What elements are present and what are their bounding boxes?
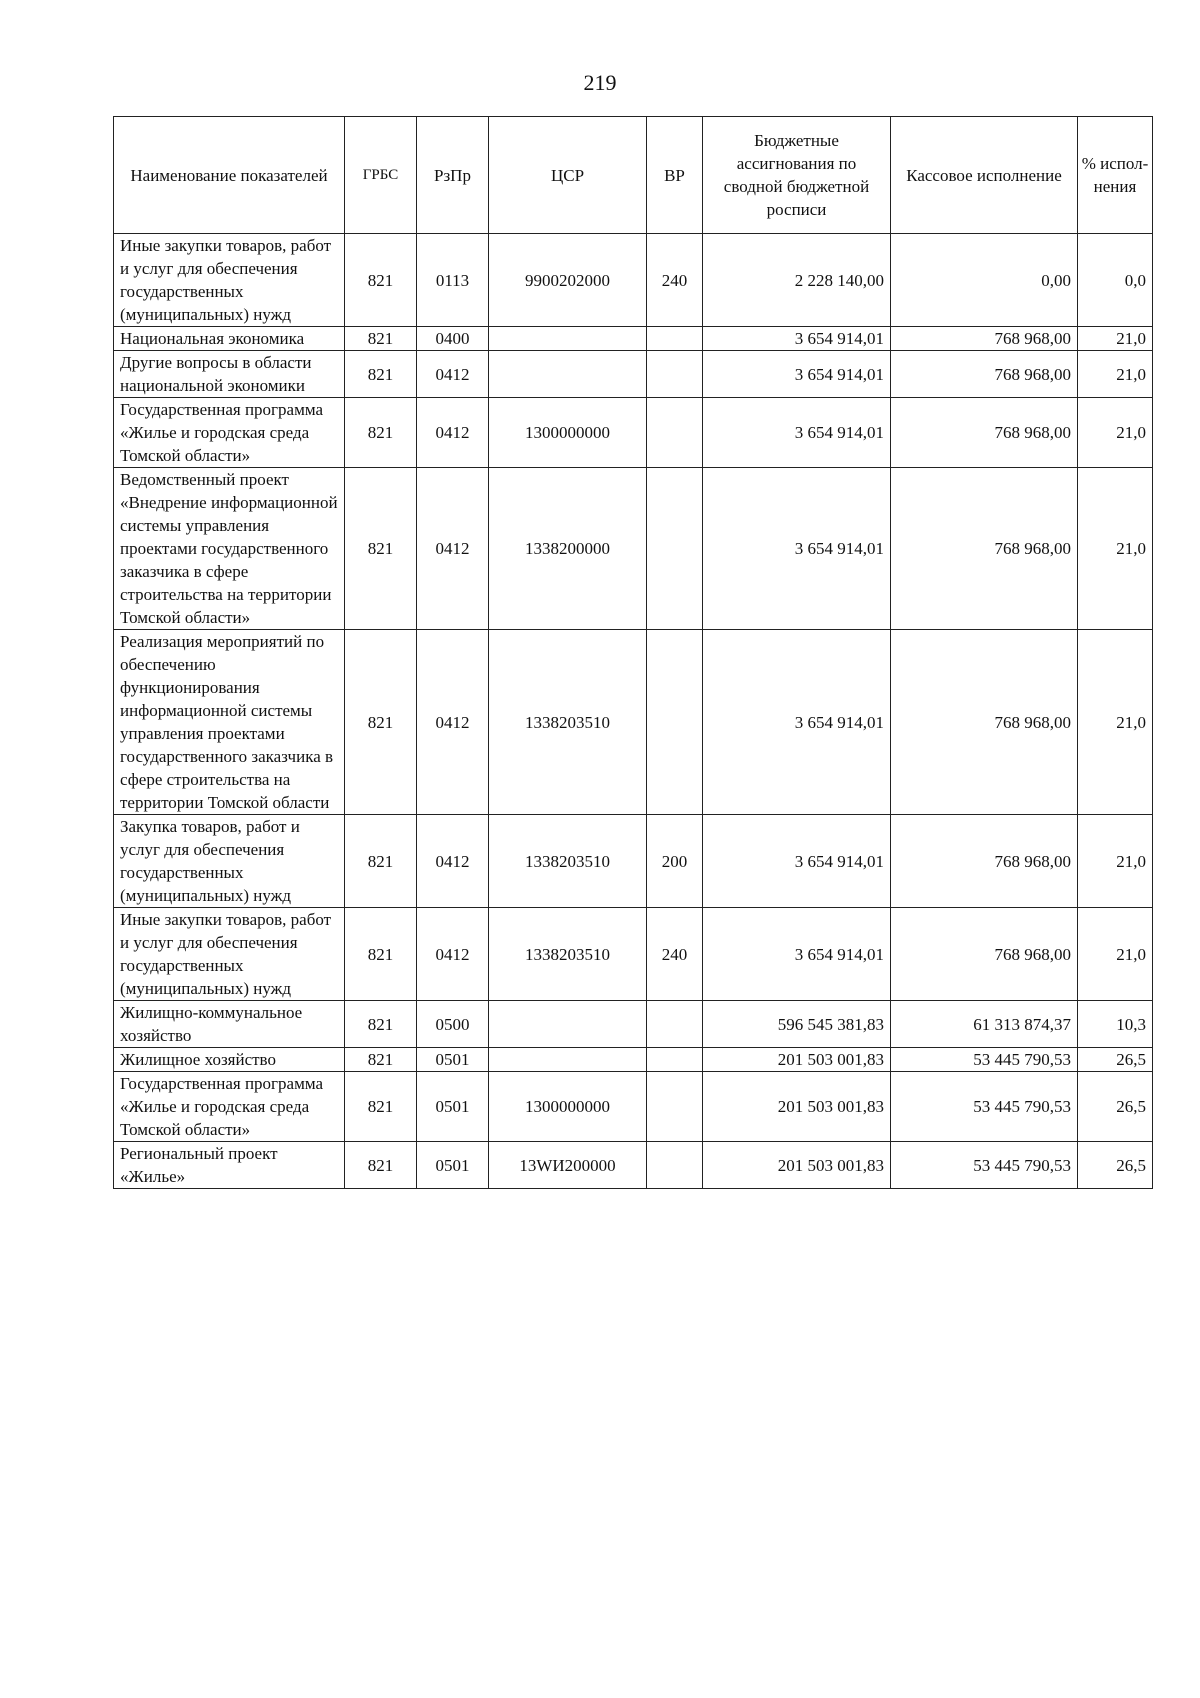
header-vr: ВР <box>647 117 703 234</box>
row-grbs: 821 <box>345 1048 417 1072</box>
row-vr <box>647 398 703 468</box>
table-row <box>114 1072 1153 1142</box>
row-rzpr: 0412 <box>417 351 489 398</box>
table-row <box>114 468 1153 630</box>
budget-execution-table <box>113 116 1153 1189</box>
row-rzpr: 0412 <box>417 630 489 815</box>
row-budget: 3 654 914,01 <box>703 468 891 630</box>
row-grbs: 821 <box>345 234 417 327</box>
row-cash: 53 445 790,53 <box>891 1048 1078 1072</box>
header-name: Наименование показателей <box>114 117 345 234</box>
table-row <box>114 351 1153 398</box>
table-row <box>114 908 1153 1001</box>
row-percent: 21,0 <box>1078 815 1153 908</box>
row-budget: 3 654 914,01 <box>703 351 891 398</box>
row-name: Государственная программа «Жилье и городская среда Томской области» <box>114 1072 345 1142</box>
row-name: Жилищно-коммунальное хозяйство <box>114 1001 345 1048</box>
row-rzpr: 0500 <box>417 1001 489 1048</box>
row-rzpr: 0501 <box>417 1142 489 1189</box>
row-name: Другие вопросы в области национальной экономики <box>114 351 345 398</box>
header-percent: % испол-нения <box>1078 117 1153 234</box>
row-csr <box>489 327 647 351</box>
row-percent: 26,5 <box>1078 1072 1153 1142</box>
row-csr <box>489 1001 647 1048</box>
row-vr <box>647 1142 703 1189</box>
row-cash: 768 968,00 <box>891 630 1078 815</box>
table-row <box>114 398 1153 468</box>
row-grbs: 821 <box>345 1142 417 1189</box>
row-name: Региональный проект «Жилье» <box>114 1142 345 1189</box>
row-rzpr: 0400 <box>417 327 489 351</box>
row-grbs: 821 <box>345 468 417 630</box>
table-row <box>114 234 1153 327</box>
row-cash: 768 968,00 <box>891 351 1078 398</box>
row-percent: 26,5 <box>1078 1142 1153 1189</box>
row-name: Ведомственный проект «Внедрение информационной системы управления проектами государственного заказчика в сфере строительства на территории Томской области» <box>114 468 345 630</box>
row-name: Жилищное хозяйство <box>114 1048 345 1072</box>
row-vr <box>647 1048 703 1072</box>
row-grbs: 821 <box>345 630 417 815</box>
row-percent: 10,3 <box>1078 1001 1153 1048</box>
row-csr: 13WИ200000 <box>489 1142 647 1189</box>
row-csr: 1338203510 <box>489 630 647 815</box>
row-percent: 21,0 <box>1078 630 1153 815</box>
row-rzpr: 0113 <box>417 234 489 327</box>
row-name: Государственная программа «Жилье и городская среда Томской области» <box>114 398 345 468</box>
row-grbs: 821 <box>345 398 417 468</box>
row-name: Иные закупки товаров, работ и услуг для обеспечения государственных (муниципальных) нужд <box>114 908 345 1001</box>
row-grbs: 821 <box>345 815 417 908</box>
row-percent: 26,5 <box>1078 1048 1153 1072</box>
row-vr: 240 <box>647 908 703 1001</box>
row-vr <box>647 1072 703 1142</box>
row-budget: 2 228 140,00 <box>703 234 891 327</box>
row-percent: 21,0 <box>1078 908 1153 1001</box>
row-grbs: 821 <box>345 1072 417 1142</box>
row-grbs: 821 <box>345 1001 417 1048</box>
row-cash: 61 313 874,37 <box>891 1001 1078 1048</box>
row-budget: 3 654 914,01 <box>703 398 891 468</box>
row-cash: 0,00 <box>891 234 1078 327</box>
row-rzpr: 0412 <box>417 908 489 1001</box>
row-cash: 53 445 790,53 <box>891 1072 1078 1142</box>
row-vr: 200 <box>647 815 703 908</box>
row-csr: 9900202000 <box>489 234 647 327</box>
row-vr <box>647 468 703 630</box>
header-rzpr: РзПр <box>417 117 489 234</box>
header-budget: Бюджетные ассигнования по сводной бюджетной росписи <box>703 117 891 234</box>
table-row <box>114 327 1153 351</box>
row-csr <box>489 1048 647 1072</box>
row-name: Закупка товаров, работ и услуг для обеспечения государственных (муниципальных) нужд <box>114 815 345 908</box>
row-vr <box>647 327 703 351</box>
row-cash: 53 445 790,53 <box>891 1142 1078 1189</box>
table-row <box>114 1142 1153 1189</box>
row-vr <box>647 351 703 398</box>
page-number: 219 <box>583 70 617 95</box>
row-name: Реализация мероприятий по обеспечению функционирования информационной системы управления проектами государственного заказчика в сфере строительства на территории Томской области <box>114 630 345 815</box>
row-rzpr: 0501 <box>417 1048 489 1072</box>
row-percent: 21,0 <box>1078 398 1153 468</box>
row-cash: 768 968,00 <box>891 327 1078 351</box>
row-vr <box>647 630 703 815</box>
row-grbs: 821 <box>345 908 417 1001</box>
row-budget: 201 503 001,83 <box>703 1048 891 1072</box>
row-percent: 21,0 <box>1078 327 1153 351</box>
row-csr: 1338203510 <box>489 908 647 1001</box>
table-row <box>114 1048 1153 1072</box>
header-csr: ЦСР <box>489 117 647 234</box>
row-csr: 1338200000 <box>489 468 647 630</box>
row-budget: 3 654 914,01 <box>703 815 891 908</box>
row-budget: 3 654 914,01 <box>703 327 891 351</box>
row-budget: 3 654 914,01 <box>703 908 891 1001</box>
row-cash: 768 968,00 <box>891 908 1078 1001</box>
row-budget: 3 654 914,01 <box>703 630 891 815</box>
row-rzpr: 0412 <box>417 815 489 908</box>
table-header-row <box>114 117 1153 234</box>
row-cash: 768 968,00 <box>891 398 1078 468</box>
row-budget: 201 503 001,83 <box>703 1142 891 1189</box>
row-percent: 0,0 <box>1078 234 1153 327</box>
row-csr: 1300000000 <box>489 1072 647 1142</box>
row-cash: 768 968,00 <box>891 815 1078 908</box>
row-csr <box>489 351 647 398</box>
row-grbs: 821 <box>345 351 417 398</box>
row-rzpr: 0412 <box>417 398 489 468</box>
row-budget: 201 503 001,83 <box>703 1072 891 1142</box>
header-grbs: ГРБС <box>345 117 417 234</box>
row-budget: 596 545 381,83 <box>703 1001 891 1048</box>
row-vr <box>647 1001 703 1048</box>
row-cash: 768 968,00 <box>891 468 1078 630</box>
row-csr: 1338203510 <box>489 815 647 908</box>
header-cash: Кассовое исполнение <box>891 117 1078 234</box>
table-row <box>114 815 1153 908</box>
row-name: Иные закупки товаров, работ и услуг для обеспечения государственных (муниципальных) нужд <box>114 234 345 327</box>
row-name: Национальная экономика <box>114 327 345 351</box>
table-row <box>114 630 1153 815</box>
row-grbs: 821 <box>345 327 417 351</box>
row-percent: 21,0 <box>1078 468 1153 630</box>
row-percent: 21,0 <box>1078 351 1153 398</box>
table-row <box>114 1001 1153 1048</box>
row-csr: 1300000000 <box>489 398 647 468</box>
row-rzpr: 0412 <box>417 468 489 630</box>
row-vr: 240 <box>647 234 703 327</box>
row-rzpr: 0501 <box>417 1072 489 1142</box>
